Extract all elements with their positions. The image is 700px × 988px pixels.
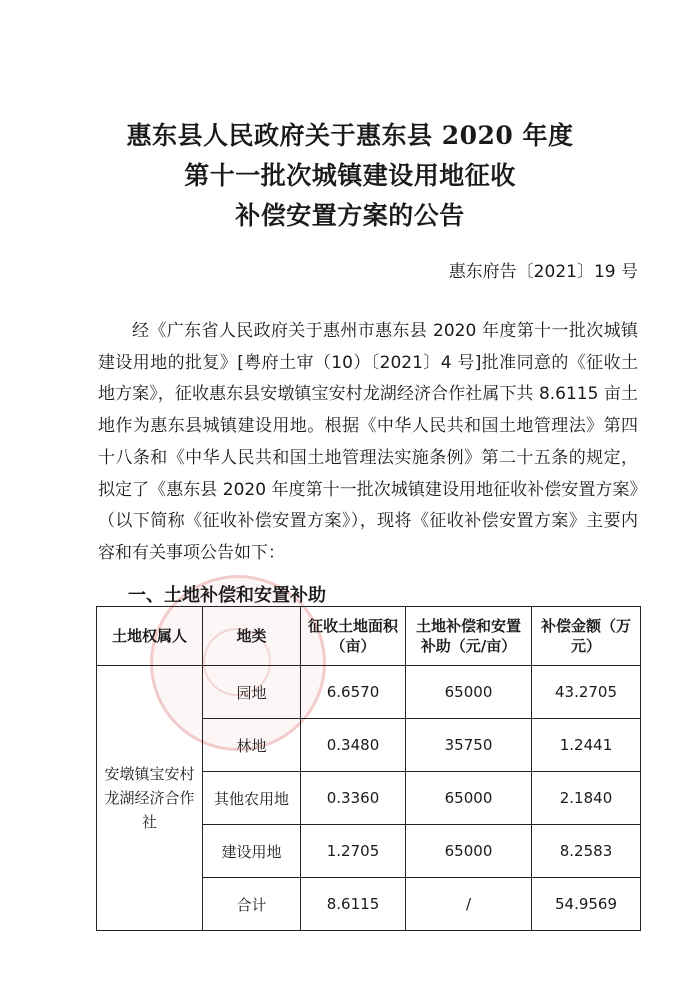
amount-cell: 2.1840 — [532, 772, 641, 825]
title-line-2: 第十一批次城镇建设用地征收 — [184, 161, 516, 190]
section-heading: 一、土地补偿和安置补助 — [128, 585, 326, 606]
header-land-type: 地类 — [203, 607, 301, 666]
amount-cell: 1.2441 — [532, 719, 641, 772]
compensation-table — [96, 606, 641, 931]
land-type-cell: 建设用地 — [203, 825, 301, 878]
amount-cell: 8.2583 — [532, 825, 641, 878]
document-number: 惠东府告〔2021〕19 号 — [448, 262, 638, 282]
table-header-row — [97, 607, 641, 666]
area-cell: 6.6570 — [301, 666, 406, 719]
area-cell: 0.3360 — [301, 772, 406, 825]
total-rate-cell: / — [406, 878, 532, 931]
header-amount: 补偿金额（万元） — [532, 607, 641, 666]
total-area-cell: 8.6115 — [301, 878, 406, 931]
body-paragraph: 经《广东省人民政府关于惠州市惠东县 2020 年度第十一批次城镇建设用地的批复》[粤府土审（10）〔2021〕4 号]批准同意的《征收土地方案》，征收惠东县安墩镇宝安村龙湖经济合作社属下共 8.6115 亩土地作为惠东县城镇建设用地。根据《中华人民共和国土地管理法》第四十八条和《中华人民共和国土地管理法实施条例》第二十五条的规定，拟定了《惠东县 2020 年度第十一批次城镇建设用地征收补偿安置方案》（以下简称《征收补偿安置方案》），现将《征收补偿安置方案》主要内容和有关事项公告如下： — [98, 321, 638, 563]
header-area: 征收土地面积（亩） — [301, 607, 406, 666]
land-type-cell: 其他农用地 — [203, 772, 301, 825]
land-type-cell: 林地 — [203, 719, 301, 772]
total-amount-cell: 54.9569 — [532, 878, 641, 931]
amount-cell: 43.2705 — [532, 666, 641, 719]
owner-cell: 安墩镇宝安村龙湖经济合作社 — [97, 666, 203, 931]
area-cell: 1.2705 — [301, 825, 406, 878]
area-cell: 0.3480 — [301, 719, 406, 772]
rate-cell: 65000 — [406, 825, 532, 878]
header-rate: 土地补偿和安置补助（元/亩） — [406, 607, 532, 666]
rate-cell: 35750 — [406, 719, 532, 772]
land-type-cell: 园地 — [203, 666, 301, 719]
rate-cell: 65000 — [406, 666, 532, 719]
header-owner: 土地权属人 — [97, 607, 203, 666]
rate-cell: 65000 — [406, 772, 532, 825]
title-line-1: 惠东县人民政府关于惠东县 2020 年度 — [126, 121, 574, 150]
title-line-3: 补偿安置方案的公告 — [235, 201, 465, 230]
total-label-cell: 合计 — [203, 878, 301, 931]
table-row — [97, 666, 641, 719]
